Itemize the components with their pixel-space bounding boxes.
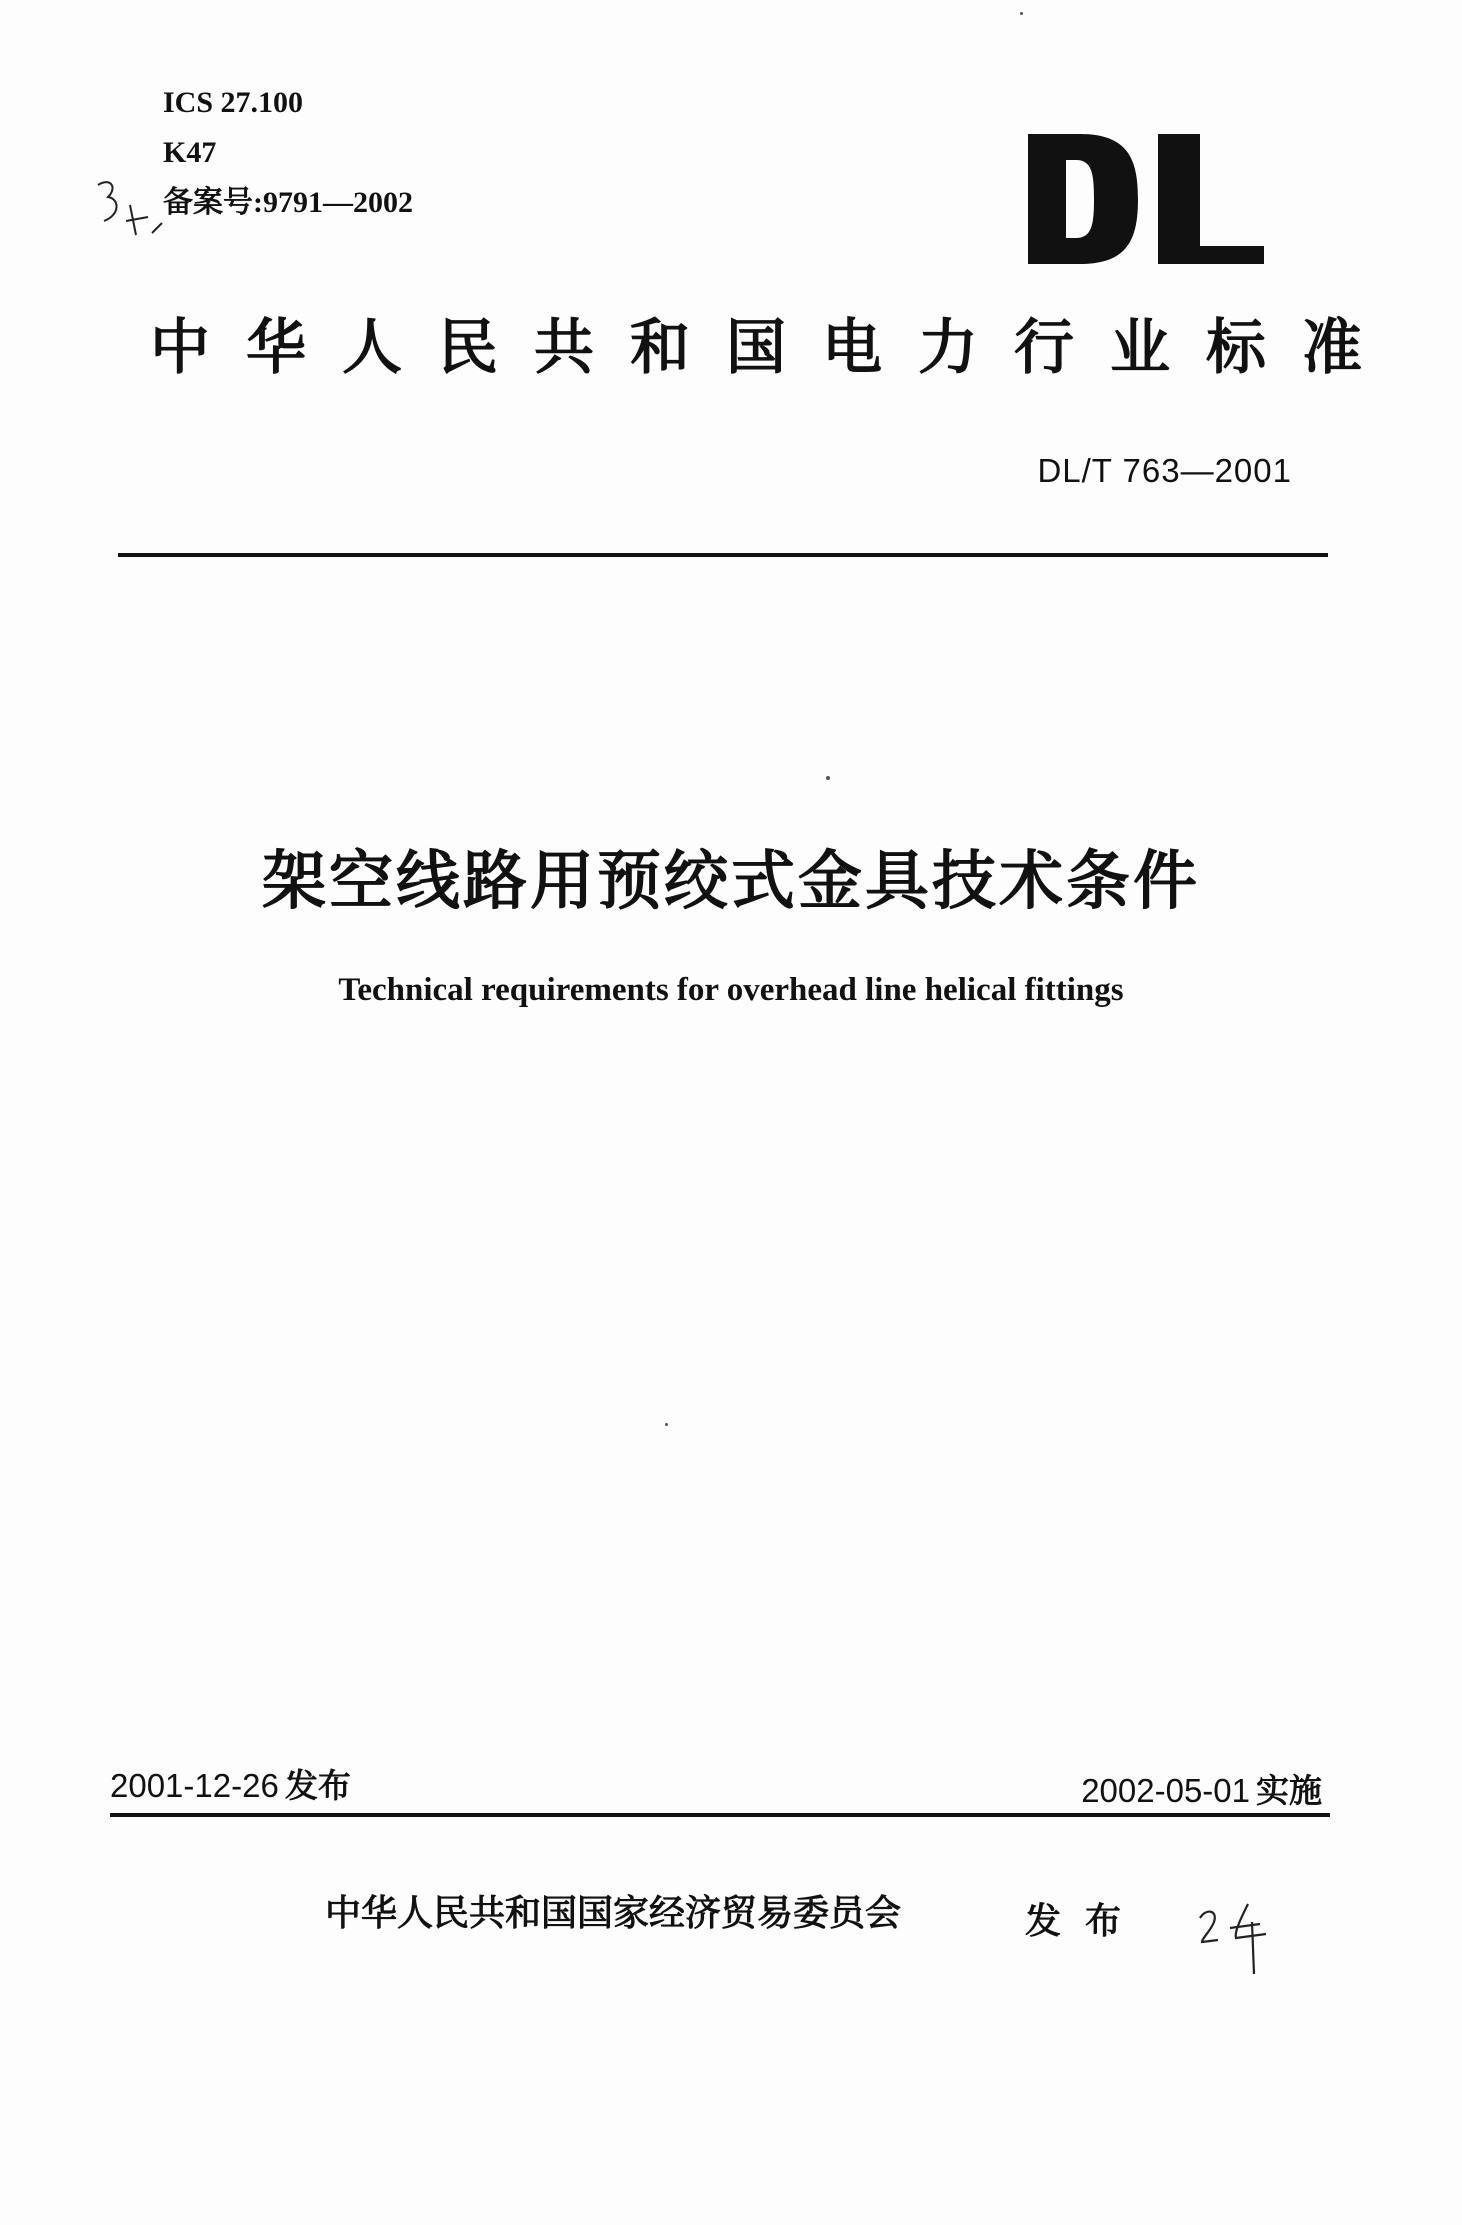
publisher-name: 中华人民共和国国家经济贸易委员会 (325, 1893, 902, 1934)
implementation-date-value: 2002-05-01 (1081, 1772, 1250, 1809)
document-title-zh: 架空线路用预绞式金具技术条件 (262, 845, 1200, 919)
scan-speck (1020, 12, 1023, 15)
scan-speck (665, 1423, 668, 1426)
standard-category: 中华人民共和国电力行业标准 (150, 313, 1398, 383)
dl-logo (1028, 134, 1268, 264)
bottom-rule (110, 1813, 1330, 1817)
class-code: K47 (163, 136, 217, 169)
release-label: 发布 (284, 1766, 351, 1805)
ics-code: ICS 27.100 (163, 86, 304, 119)
publish-label: 发布 (1025, 1901, 1146, 1942)
implementation-label: 实施 (1256, 1771, 1322, 1810)
release-date (110, 1760, 351, 1807)
handwritten-page-number (1196, 1898, 1276, 1978)
release-date-value: 2001-12-26 (110, 1767, 279, 1804)
scan-speck (826, 776, 830, 780)
standard-number: DL/T 763—2001 (1037, 452, 1292, 489)
top-rule (118, 553, 1328, 557)
handwritten-mark (90, 175, 170, 255)
document-title-en: Technical requirements for overhead line helical fittings (338, 972, 1124, 1008)
filing-number: 备案号:9791—2002 (163, 186, 413, 219)
classification-codes (163, 78, 413, 228)
implementation-date (1081, 1765, 1322, 1812)
